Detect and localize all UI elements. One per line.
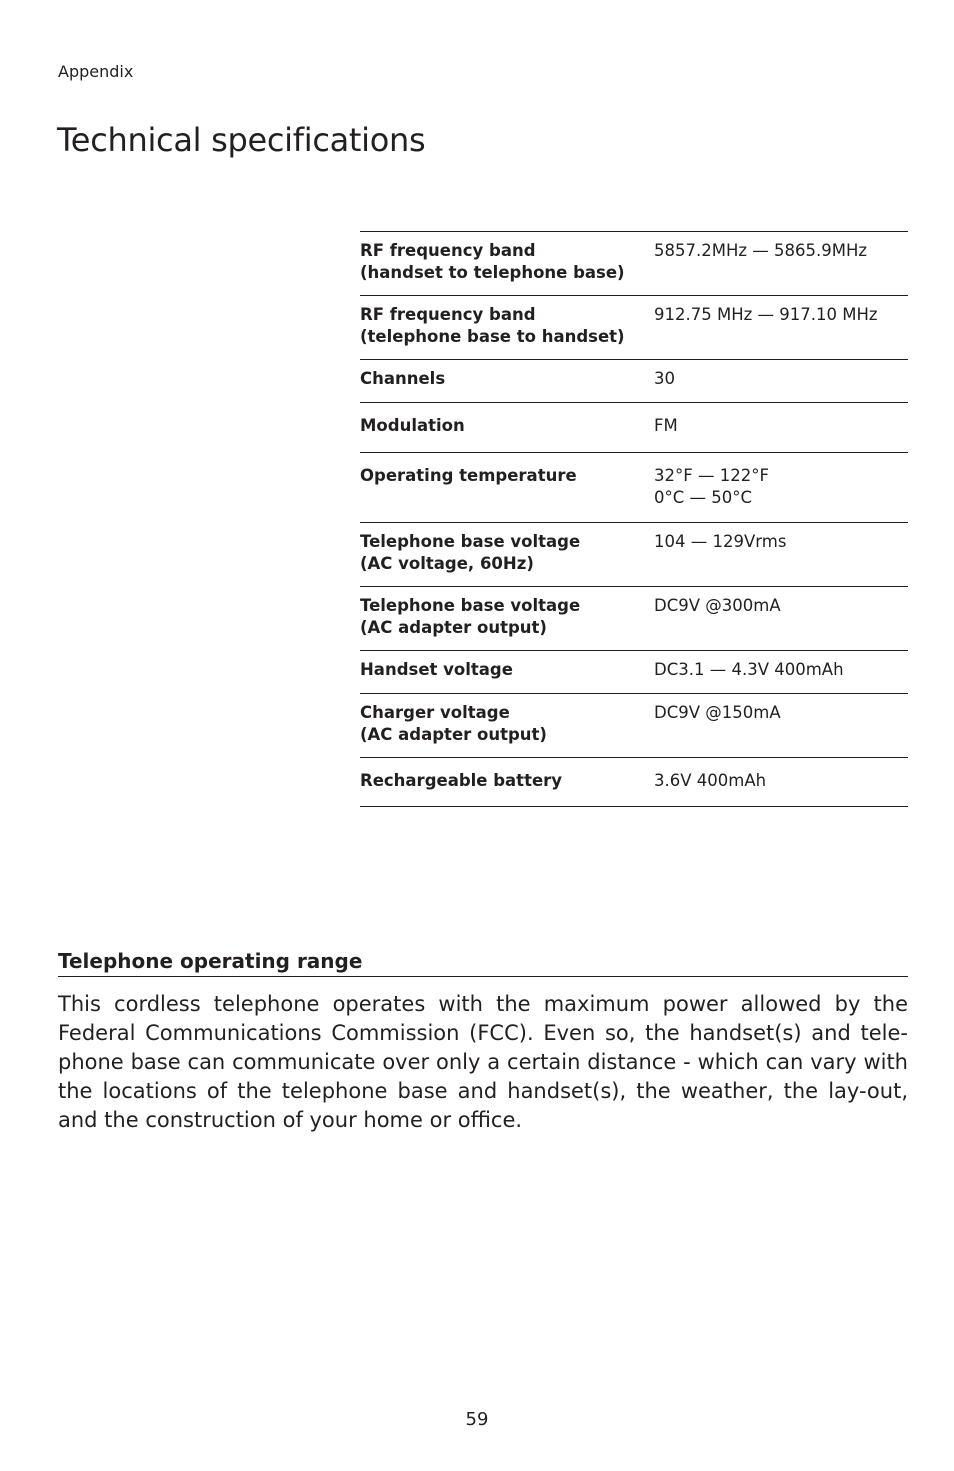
table-row [360,758,908,807]
spec-label: Operating temperature [360,453,654,523]
spec-value: FM [654,403,908,453]
operating-range-paragraph: This cordless telephone operates with the maximum power allowed by the Federal Communications Commission (FCC). Even so, the handset(s) and tele-phone base can communicate over only a certain distance - which can vary with the locations of the telephone base and handset(s), the weather, the lay-out, and the construction of your home or office. [58,992,908,1132]
table-row [360,694,908,758]
table-row [360,360,908,403]
spec-label: Modulation [360,403,654,453]
page-title: Technical specifications [57,121,426,159]
specifications-table [360,231,908,807]
spec-value: 30 [654,360,908,403]
spec-value: 3.6V 400mAh [654,758,908,807]
spec-value: 104 — 129Vrms [654,523,908,587]
spec-label: Rechargeable battery [360,758,654,807]
table-row [360,232,908,296]
section-label: Appendix [58,62,134,81]
spec-value: DC9V @150mA [654,694,908,758]
spec-label: RF frequency band (telephone base to handset) [360,296,654,360]
table-row [360,453,908,523]
spec-value: 32°F — 122°F 0°C — 50°C [654,453,908,523]
table-row [360,587,908,651]
operating-range-heading: Telephone operating range [58,948,908,977]
table-row [360,296,908,360]
table-row [360,523,908,587]
spec-label: Telephone base voltage (AC adapter output) [360,587,654,651]
spec-label: Handset voltage [360,651,654,694]
spec-label: Charger voltage (AC adapter output) [360,694,654,758]
spec-label: RF frequency band (handset to telephone base) [360,232,654,296]
table-row [360,651,908,694]
spec-value: 5857.2MHz — 5865.9MHz [654,232,908,296]
spec-value: DC9V @300mA [654,587,908,651]
page-number: 59 [465,1409,489,1430]
spec-value: 912.75 MHz — 917.10 MHz [654,296,908,360]
table-row [360,403,908,453]
spec-label: Channels [360,360,654,403]
spec-label: Telephone base voltage (AC voltage, 60Hz) [360,523,654,587]
spec-value: DC3.1 — 4.3V 400mAh [654,651,908,694]
